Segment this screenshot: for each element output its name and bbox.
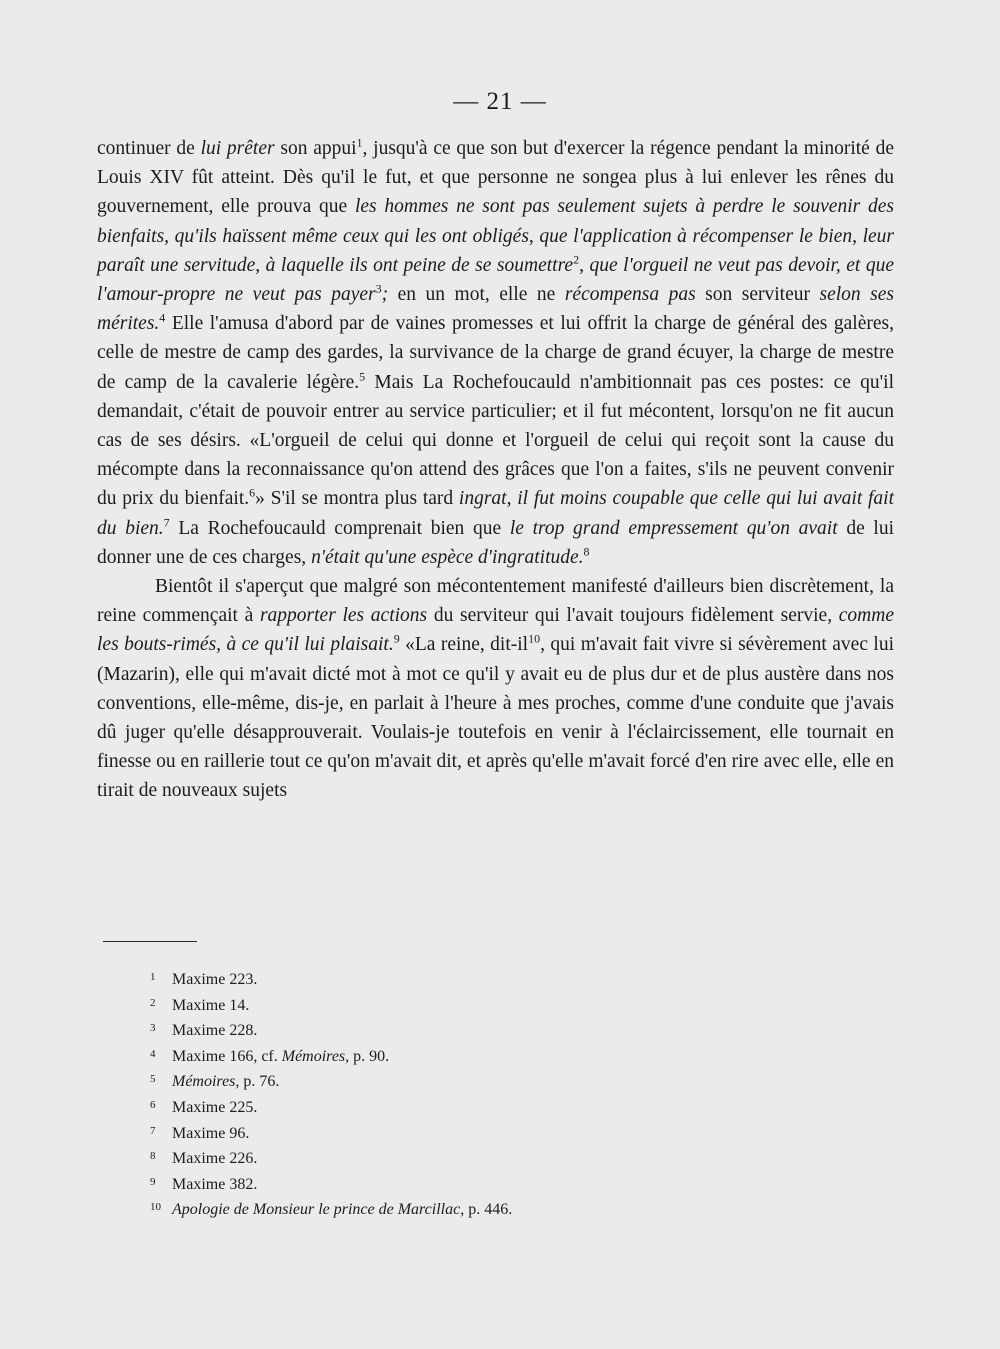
text-run: Maxime 225. [172, 1098, 258, 1116]
italic-text: récompensa pas [564, 284, 696, 306]
footnote [150, 1120, 750, 1146]
italic-text: n'était qu'une espèce d'ingratitude. [311, 546, 584, 568]
footnote-reference: 3 [375, 281, 382, 296]
text-run: Maxime 166, cf. [172, 1047, 282, 1065]
paragraph [97, 134, 894, 572]
paragraph [97, 572, 894, 806]
footnote-reference: 6 [249, 485, 256, 500]
italic-text: comme les bouts-rimés, à ce qu'il lui plaisait. [97, 605, 894, 656]
text-run: , p. 446. [460, 1201, 513, 1219]
italic-text: Mémoires [172, 1073, 236, 1091]
footnote-number: 2 [150, 996, 156, 1009]
italic-text: ingrat, il fut moins coupable que celle qui lui avait fait du bien. [97, 488, 894, 539]
footnote [150, 1068, 750, 1094]
text-run: , p. 76. [235, 1073, 280, 1091]
italic-text: Mémoires [281, 1047, 346, 1065]
text-run: Maxime 382. [172, 1175, 258, 1193]
text-run: Elle l'amusa d'abord par de vaines promesses et lui offrit la charge de général des galères, celle de mestre de camp des gardes, la survivance de la charge de grand écuyer, la charge de mestre de camp de la cavalerie légère. [97, 313, 894, 393]
footnote-number: 6 [150, 1098, 156, 1111]
page-number: — 21 — [453, 88, 547, 115]
footnote-text [172, 1099, 257, 1116]
text-run: , jusqu'à ce que son but d'exercer la régence pendant la minorité de Louis XIV fût atteint. Dès qu'il le fut, et que personne ne songea plus à lui enlever les rênes du gouvernement, elle prouva que [97, 138, 895, 218]
italic-text: les hommes ne sont pas seulement sujets à perdre le souvenir des bienfaits, qu'ils haïssent même ceux qui les ont obligés, que l'application à récompenser le bien, leur paraît une servitude, à laquelle ils ont peine de se soumettre [97, 196, 894, 276]
text-run: , p. 90. [345, 1047, 390, 1065]
footnote-number: 3 [150, 1022, 156, 1035]
text-run: Mais La Rochefoucauld n'ambitionnait pas ces postes: ce qu'il demandait, c'était de pouvoir entrer au service particulier; et il fut mécontent, lorsqu'on ne fit aucun cas de ses désirs. «L'orgueil de celui qui donne et l'orgueil de celui qui reçoit sont la cause du mécompte dans la reconnaissance qu'on attend des grâces que l'on a faites, s'ils ne peuvent convenir du prix du bienfait. [97, 371, 894, 510]
footnote-text [172, 1073, 279, 1090]
footnote-text [172, 1048, 389, 1065]
italic-text: selon ses mérites. [97, 284, 894, 335]
italic-text: rapporter les actions [259, 605, 428, 627]
italic-text: que l'orgueil ne veut pas devoir, et que l'amour-propre ne veut pas payer [97, 254, 895, 306]
footnote-reference: 5 [359, 369, 366, 384]
footnote [150, 1017, 750, 1043]
footnote-reference: 4 [159, 310, 166, 325]
text-run: son appui [274, 138, 357, 159]
footnote [150, 1196, 750, 1222]
footnote-number: 8 [150, 1150, 156, 1163]
text-run: en un mot, elle ne [388, 284, 565, 306]
text-run: continuer de [97, 138, 201, 159]
footnote [150, 1094, 750, 1120]
footnote-reference: 10 [528, 631, 541, 646]
footnote-number: 5 [150, 1073, 156, 1086]
footnote-number: 10 [150, 1201, 161, 1214]
footnote-text [172, 1022, 257, 1039]
italic-text: Apologie de Monsieur le prince de Marcillac [172, 1201, 461, 1219]
body-text [97, 134, 894, 806]
footnote-text [172, 1150, 257, 1167]
footnote [150, 1043, 750, 1069]
footnote-list [150, 966, 750, 1222]
footnote-number: 1 [150, 971, 156, 983]
footnote-number: 4 [150, 1047, 156, 1060]
italic-text: lui prêter [200, 138, 275, 159]
text-run: son serviteur [695, 284, 820, 306]
footnote-text [172, 997, 249, 1014]
text-run: Bientôt il s'aperçut que malgré son mécontentement manifesté d'ailleurs bien discrètement, la reine commençait à [97, 576, 894, 627]
footnote-reference: 7 [163, 515, 170, 530]
footnote-reference: 9 [393, 631, 400, 646]
footnote-reference: 1 [356, 135, 363, 150]
text-run: Maxime 96. [172, 1124, 250, 1142]
footnote-text [172, 1176, 257, 1193]
footnote-separator [103, 941, 197, 942]
footnote-reference: 2 [573, 252, 580, 267]
footnote [150, 1171, 750, 1197]
footnote-number: 7 [150, 1124, 156, 1137]
footnote [150, 1145, 750, 1171]
text-run: Maxime 226. [172, 1150, 258, 1168]
text-run: Maxime 223. [172, 971, 258, 988]
footnote-text [172, 971, 257, 988]
text-run: du serviteur qui l'avait toujours fidèlement servie, [427, 605, 839, 627]
italic-text: le trop grand empressement qu'on avait [509, 517, 838, 539]
footnote [150, 992, 750, 1018]
footnote [150, 966, 750, 992]
text-run: de lui donner une de ces charges, [97, 517, 894, 568]
text-run: , qui m'avait fait vivre si sévèrement avec lui (Mazarin), elle qui m'avait dicté mot à mot ce qu'il y avait eu de plus dur et de plus austère dans nos conventions, elle-même, dis-je, en parlait à l'heure à mes proches, comme d'une conduite que j'avais dû juger qu'elle désapprouverait. Voulais-je toutefois en venir à l'éclaircissement, elle tournait en finesse ou en raillerie tout ce qu'on m'avait dit, et après qu'elle m'avait forcé d'en rire avec elle, elle en tirait de nouveaux sujets [97, 634, 895, 802]
text-run: » S'il se montra plus tard [255, 488, 459, 510]
italic-text: ; [381, 284, 389, 306]
footnote-text [172, 1201, 512, 1218]
text-run: Maxime 228. [172, 1022, 258, 1040]
footnote-reference: 8 [583, 544, 590, 559]
italic-text: , [579, 254, 590, 276]
text-run: «La reine, dit-il [399, 634, 529, 656]
text-run: La Rochefoucauld comprenait bien que [169, 517, 510, 539]
text-run: Maxime 14. [172, 996, 250, 1014]
footnote-text [172, 1125, 249, 1142]
footnote-number: 9 [150, 1175, 156, 1188]
